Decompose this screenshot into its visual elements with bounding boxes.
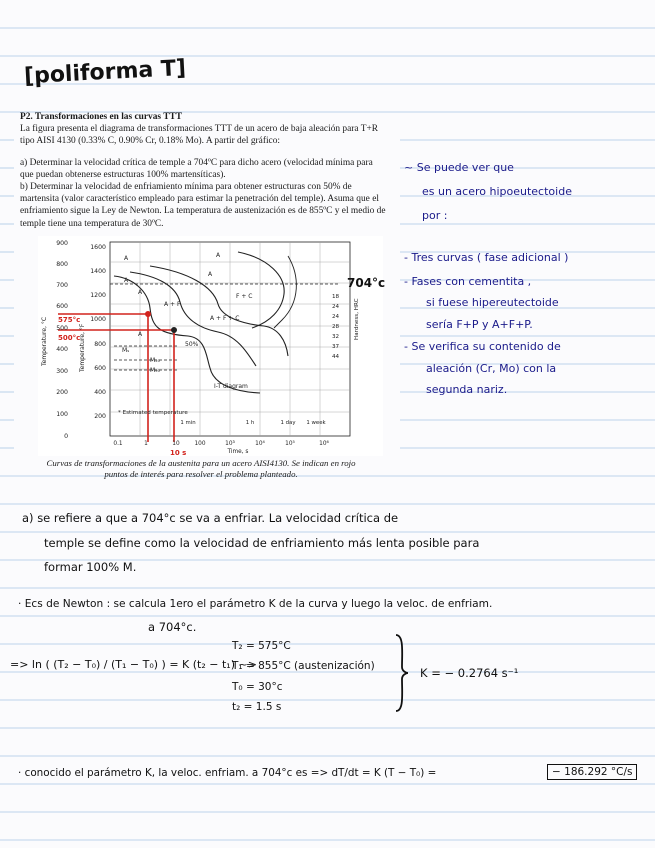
side-bullet-3: si fuese hipereutectoide <box>426 296 559 309</box>
x-tick-4: 100 <box>194 441 206 447</box>
conclusion-result: − 186.292 °C/s <box>547 764 637 780</box>
side-note-2: es un acero hipoeutectoide <box>422 185 572 198</box>
problem-heading: P2. Transformaciones en las curvas TTT <box>20 112 182 122</box>
newton-formula: => ln ( (T₂ − T₀) / (T₁ − T₀) ) = K (t₂ − t₁) ~> <box>10 658 257 671</box>
y-right-label: Temperature, °F <box>79 323 86 372</box>
label-ms: Mₛ <box>122 347 130 354</box>
hardness-tick-2: 24 <box>332 304 340 310</box>
side-bullet-5: - Se verifica su contenido de <box>404 340 561 353</box>
x-tick-1: 0.1 <box>113 441 123 447</box>
label-m50: M₅₀ <box>150 357 160 364</box>
label-m90: M₉₀ <box>150 367 160 374</box>
hardness-tick-7: 44 <box>332 354 340 360</box>
problem-intro: La figura presenta el diagrama de transformaciones TTT de un acero de baja aleación para T+R tipo AISI 4130 (0.33% C, 0.90% Cr, 0.18% Mo). A partir del gráfico: <box>20 124 378 147</box>
annotation-500: 500°c <box>58 334 81 342</box>
side-bullet-4: sería F+P y A+F+P. <box>426 318 533 331</box>
newton-line1: · Ecs de Newton : se calcula 1ero el parámetro K de la curva y luego la veloc. de enfriam. <box>18 598 493 610</box>
x-tick-3: 10 <box>172 441 180 447</box>
y-left-tick-10: 0 <box>64 433 68 440</box>
y-left-tick-6: 400 <box>56 346 68 353</box>
newton-t2: T₂ = 575°C <box>232 640 291 652</box>
hardness-label: Hardness, HRC <box>354 298 360 340</box>
x-tick-6: 10⁴ <box>255 441 265 447</box>
hardness-tick-4: 28 <box>332 324 340 330</box>
answer-a-line1: a) se refiere a que a 704°c se va a enfriar. La velocidad crítica de <box>22 511 399 525</box>
y-right-tick-2: 1400 <box>90 268 106 275</box>
annotation-time: 10 s <box>170 449 187 456</box>
estimated-note: * Estimated temperature <box>118 410 188 416</box>
region-afc: A + F + C <box>210 315 240 322</box>
figure-caption: Curvas de transformaciones de la austenita para un acero AISI4130. Se indican en rojo puntos de interés para resolver el problema planteado. <box>46 458 356 479</box>
time-mark-hour: 1 h <box>245 420 255 426</box>
region-a-1: A <box>124 255 129 262</box>
y-right-tick-3: 1200 <box>90 292 106 299</box>
side-bullet-2: - Fases con cementita , <box>404 275 532 288</box>
problem-statement <box>20 111 388 230</box>
y-left-tick-3: 700 <box>56 282 68 289</box>
y-right-tick-5: 800 <box>94 341 106 348</box>
annotation-575: 575°c <box>58 316 81 324</box>
x-tick-8: 10⁶ <box>319 441 329 447</box>
y-right-tick-4: 1000 <box>90 316 106 323</box>
region-a-6: A <box>208 271 213 278</box>
time-mark-week: 1 week <box>306 420 326 426</box>
region-fc: F + C <box>236 293 253 300</box>
header-tag: [poliforma T] <box>23 55 187 90</box>
problem-item-b: b) Determinar la velocidad de enfriamiento mínima para obtener estructuras con 50% de martensita (valor característico empleado para estimar la penetración del temple). Asuma que el enfriamiento sigue la Ley de Newton. La temperatura de austenización es de 855ºC y el medio de temple tiene una temperatura de 30ºC. <box>20 182 386 229</box>
region-a-5: A <box>138 331 143 338</box>
hardness-tick-3: 24 <box>332 314 340 320</box>
side-bullet-7: segunda nariz. <box>426 383 508 396</box>
y-left-tick-1: 900 <box>56 240 68 247</box>
hardness-tick-6: 37 <box>332 344 340 350</box>
y-right-tick-6: 600 <box>94 365 106 372</box>
y-left-tick-7: 300 <box>56 368 68 375</box>
region-a-3: A <box>124 277 129 284</box>
region-af: A + F <box>164 301 181 308</box>
region-a-4: A <box>138 289 143 296</box>
y-left-label: Temperature, °C <box>41 316 48 366</box>
x-tick-5: 10³ <box>225 441 235 447</box>
time-mark-min: 1 min <box>180 420 196 426</box>
brace-icon <box>392 633 412 713</box>
x-tick-7: 10⁵ <box>285 441 295 447</box>
y-left-tick-4: 600 <box>56 303 68 310</box>
x-label: Time, s <box>227 449 249 455</box>
y-right-tick-7: 400 <box>94 389 106 396</box>
ttt-diagram <box>38 236 386 456</box>
label-it: I-T diagram <box>214 383 248 390</box>
y-left-tick-2: 800 <box>56 261 68 268</box>
newton-t1: T₁ = 855°C (austenización) <box>232 660 375 672</box>
x-tick-2: 1 <box>144 441 148 447</box>
side-bullet-6: aleación (Cr, Mo) con la <box>426 362 557 375</box>
answer-a-line3: formar 100% M. <box>44 560 137 574</box>
newton-t0: T₀ = 30°c <box>232 681 283 693</box>
time-mark-day: 1 day <box>280 420 296 426</box>
y-left-tick-5: 500 <box>56 325 68 332</box>
y-right-tick-8: 200 <box>94 413 106 420</box>
y-right-tick-1: 1600 <box>90 244 106 251</box>
newton-line2: a 704°c. <box>148 620 197 634</box>
region-a-2: A <box>216 252 221 259</box>
y-left-tick-9: 100 <box>56 411 68 418</box>
hardness-tick-5: 32 <box>332 334 340 340</box>
hardness-tick-1: 18 <box>332 294 340 300</box>
newton-time2: t₂ = 1.5 s <box>232 701 282 713</box>
y-left-tick-8: 200 <box>56 389 68 396</box>
side-note-3: por : <box>422 209 448 222</box>
side-bullet-1: - Tres curvas ( fase adicional ) <box>404 251 569 264</box>
annotation-704: 704°c <box>347 276 386 290</box>
newton-k-result: K = − 0.2764 s⁻¹ <box>420 666 519 680</box>
side-note-1: ~ Se puede ver que <box>404 161 514 174</box>
answer-a-line2: temple se define como la velocidad de enfriamiento más lenta posible para <box>44 536 480 550</box>
problem-item-a: a) Determinar la velocidad crítica de temple a 704ºC para dicho acero (velocidad mínima para que puedan obtenerse estructuras 100% martensíticas). <box>20 157 373 180</box>
conclusion-text: · conocido el parámetro K, la veloc. enfriam. a 704°c es => dT/dt = K (T − T₀) = <box>18 767 437 779</box>
region-50: 50% <box>185 341 199 348</box>
